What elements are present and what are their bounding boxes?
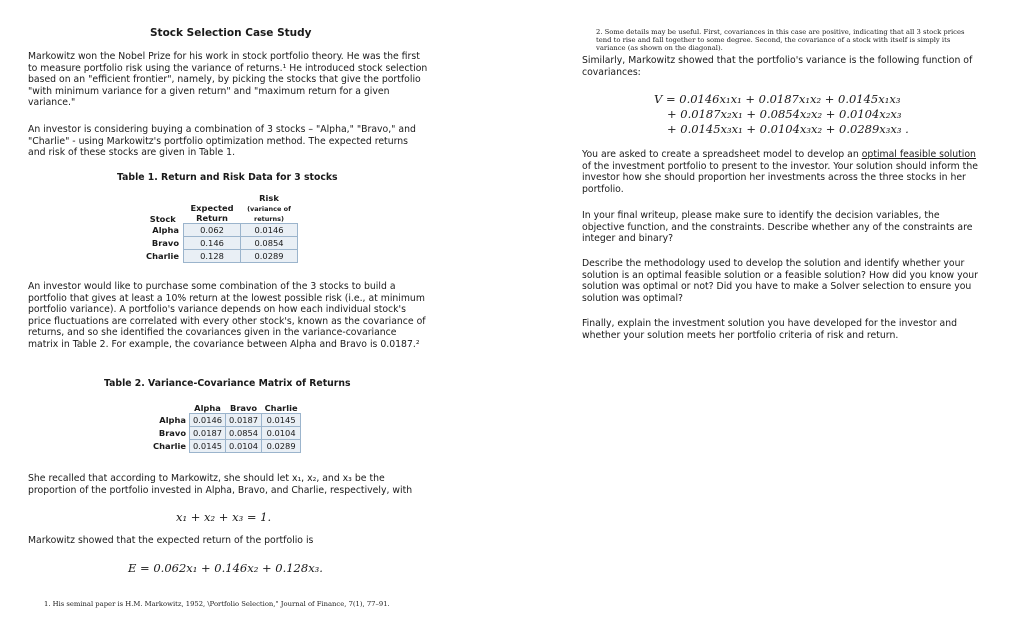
header-risk: Risk (variance of returns) — [247, 193, 291, 223]
intro-paragraph: Markowitz won the Nobel Prize for his work in stock portfolio theory. He was the first to measure portfolio risk using the variance of returns.¹ He introduced stock selection based on an "efficient frontier", namely, by picking the stocks that give the portfolio "with minimum variance for a given return" and "maximum return for a given variance." — [28, 51, 428, 109]
table-row: Alpha 0.062 0.0146 — [142, 224, 298, 237]
investor-paragraph: An investor is considering buying a combination of 3 stocks – "Alpha," "Bravo," and "Charlie" - using Markowitz's portfolio optimization method. The expected returns and risk of these stocks are given in Table 1. — [28, 124, 416, 159]
covariance-matrix-table — [150, 403, 301, 453]
table1-caption: Table 1. Return and Risk Data for 3 stocks — [117, 172, 338, 183]
sum-constraint-equation: x₁ + x₂ + x₃ = 1. — [176, 510, 272, 524]
variance-paragraph: Similarly, Markowitz showed that the portfolio's variance is the following function of covariances: — [582, 55, 973, 78]
optimal-feasible-solution-term: optimal feasible solution — [861, 149, 976, 160]
col-header: Alpha — [194, 403, 221, 413]
table-row: Charlie 0.128 0.0289 — [142, 250, 298, 263]
conclusion-paragraph: Finally, explain the investment solution you have developed for the investor and whether your solution meets her portfolio criteria of risk and return. — [582, 318, 958, 341]
proportion-paragraph: She recalled that according to Markowitz, she should let x₁, x₂, and x₃ be the proportion of the portfolio invested in Alpha, Bravo, and Charlie, respectively, with — [28, 473, 413, 496]
page-title: Stock Selection Case Study — [150, 27, 312, 39]
methodology-paragraph: Describe the methodology used to develop the solution and identify whether your solution is an optimal feasible solution or a feasible solution? How did you know your solution was optimal or not? Did you have to make a Solver selection to ensure you solution was optimal? — [582, 258, 978, 304]
table-row: Alpha 0.0146 0.0187 0.0145 — [150, 414, 301, 427]
variance-equation-line-1: V = 0.0146x₁x₁ + 0.0187x₁x₂ + 0.0145x₁x₃ — [654, 92, 901, 106]
col-header: Charlie — [264, 403, 298, 413]
header-return: Expected Return — [190, 203, 234, 223]
footnote-1: 1. His seminal paper is H.M. Markowitz, 1952, \Portfolio Selection," Journal of Finance, 7(1), 77–91. — [44, 600, 390, 608]
table-row: Bravo 0.0187 0.0854 0.0104 — [150, 427, 301, 440]
col-header: Bravo — [230, 403, 258, 413]
covariance-paragraph: An investor would like to purchase some combination of the 3 stocks to build a portfolio that gives at least a 10% return at the lowest possible risk (i.e., at minimum portfolio variance). A portfolio's variance depends on how each individual stock's price fluctuations are correlated with every other stock's, known as the covariance of returns, and so she identified the covariances given in the variance-covariance matrix in Table 2. For example, the covariance between Alpha and Bravo is 0.0187.² — [28, 281, 426, 350]
variance-equation-line-2: + 0.0187x₂x₁ + 0.0854x₂x₂ + 0.0104x₂x₃ — [667, 107, 902, 121]
table-row: Bravo 0.146 0.0854 — [142, 237, 298, 250]
expected-return-equation: E = 0.062x₁ + 0.146x₂ + 0.128x₃. — [128, 561, 323, 575]
header-stock: Stock — [149, 213, 176, 224]
return-risk-table — [142, 193, 298, 263]
task-paragraph: You are asked to create a spreadsheet model to develop an optimal feasible solution of the investment portfolio to present to the investor. Your solution should inform the investor how she should proportion her investments across the three stocks in her portfolio. — [582, 149, 978, 195]
writeup-paragraph: In your final writeup, please make sure to identify the decision variables, the objective function, and the constraints. Describe whether any of the constraints are integer and binary? — [582, 210, 973, 245]
table-row: Charlie 0.0145 0.0104 0.0289 — [150, 440, 301, 453]
footnote-2: 2. Some details may be useful. First, covariances in this case are positive, indicating that all 3 stock prices tend to rise and fall together to some degree. Second, the covariance of a stock with itself is simply its variance (as shown on the diagonal). — [596, 28, 965, 52]
table2-caption: Table 2. Variance-Covariance Matrix of Returns — [104, 378, 351, 389]
variance-equation-line-3: + 0.0145x₃x₁ + 0.0104x₃x₂ + 0.0289x₃x₃ . — [667, 122, 909, 136]
expected-return-paragraph: Markowitz showed that the expected return of the portfolio is — [28, 535, 314, 546]
